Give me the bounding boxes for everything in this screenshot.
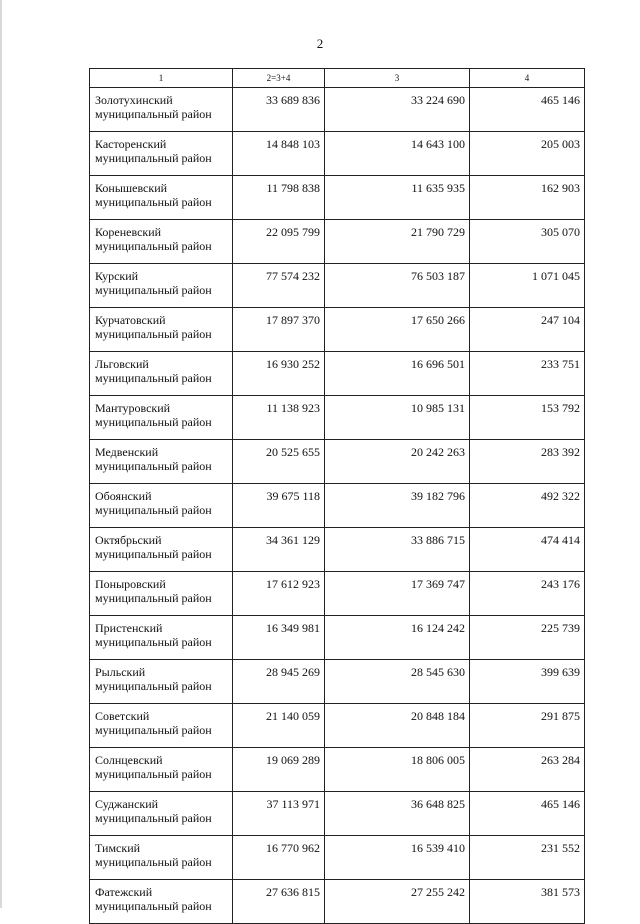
district-name: Поныровский xyxy=(95,577,166,591)
district-name-cell xyxy=(90,176,233,220)
col4-value: 1 071 045 xyxy=(470,264,585,308)
district-name: Советский xyxy=(95,709,150,723)
district-type: муниципальный район xyxy=(95,679,212,693)
district-name: Суджанский xyxy=(95,797,159,811)
district-name: Конышевский xyxy=(95,181,168,195)
district-type: муниципальный район xyxy=(95,415,212,429)
total-value: 20 525 655 xyxy=(233,440,325,484)
district-name: Золотухинский xyxy=(95,93,173,107)
table-row xyxy=(90,176,585,220)
header-col-4: 4 xyxy=(470,69,585,88)
district-name-cell xyxy=(90,132,233,176)
district-name: Тимский xyxy=(95,841,141,855)
total-value: 34 361 129 xyxy=(233,528,325,572)
table-row xyxy=(90,880,585,924)
district-type: муниципальный район xyxy=(95,459,212,473)
col4-value: 465 146 xyxy=(470,792,585,836)
col3-value: 14 643 100 xyxy=(325,132,470,176)
total-value: 11 798 838 xyxy=(233,176,325,220)
district-type: муниципальный район xyxy=(95,239,212,253)
district-name-cell xyxy=(90,528,233,572)
district-type: муниципальный район xyxy=(95,811,212,825)
col3-value: 16 124 242 xyxy=(325,616,470,660)
scan-edge xyxy=(0,0,2,908)
col4-value: 233 751 xyxy=(470,352,585,396)
total-value: 33 689 836 xyxy=(233,88,325,132)
col3-value: 17 369 747 xyxy=(325,572,470,616)
table-row xyxy=(90,616,585,660)
district-type: муниципальный район xyxy=(95,371,212,385)
district-name: Пристенский xyxy=(95,621,163,635)
col3-value: 16 696 501 xyxy=(325,352,470,396)
district-name: Медвенский xyxy=(95,445,159,459)
page-number: 2 xyxy=(316,36,324,51)
col4-value: 243 176 xyxy=(470,572,585,616)
total-value: 17 612 923 xyxy=(233,572,325,616)
district-type: муниципальный район xyxy=(95,899,212,913)
col3-value: 17 650 266 xyxy=(325,308,470,352)
total-value: 21 140 059 xyxy=(233,704,325,748)
total-value: 16 930 252 xyxy=(233,352,325,396)
district-name-cell xyxy=(90,484,233,528)
col3-value: 33 886 715 xyxy=(325,528,470,572)
district-name-cell xyxy=(90,704,233,748)
district-name: Рыльский xyxy=(95,665,146,679)
table-row xyxy=(90,836,585,880)
col4-value: 492 322 xyxy=(470,484,585,528)
district-name-cell xyxy=(90,616,233,660)
district-name-cell xyxy=(90,572,233,616)
total-value: 28 945 269 xyxy=(233,660,325,704)
table-row xyxy=(90,792,585,836)
district-type: муниципальный район xyxy=(95,767,212,781)
table-row xyxy=(90,352,585,396)
total-value: 16 770 962 xyxy=(233,836,325,880)
header-row xyxy=(90,69,585,88)
district-type: муниципальный район xyxy=(95,547,212,561)
district-name-cell xyxy=(90,748,233,792)
district-name: Фатежский xyxy=(95,885,153,899)
total-value: 19 069 289 xyxy=(233,748,325,792)
district-name: Обоянский xyxy=(95,489,152,503)
col4-value: 162 903 xyxy=(470,176,585,220)
total-value: 37 113 971 xyxy=(233,792,325,836)
total-value: 27 636 815 xyxy=(233,880,325,924)
district-type: муниципальный район xyxy=(95,591,212,605)
district-name: Курчатовский xyxy=(95,313,166,327)
district-name-cell xyxy=(90,308,233,352)
table-row xyxy=(90,660,585,704)
total-value: 77 574 232 xyxy=(233,264,325,308)
col3-value: 39 182 796 xyxy=(325,484,470,528)
total-value: 39 675 118 xyxy=(233,484,325,528)
col3-value: 28 545 630 xyxy=(325,660,470,704)
district-type: муниципальный район xyxy=(95,723,212,737)
district-name: Льговский xyxy=(95,357,149,371)
col4-value: 474 414 xyxy=(470,528,585,572)
district-name: Солнцевский xyxy=(95,753,163,767)
col3-value: 76 503 187 xyxy=(325,264,470,308)
header-col-1: 1 xyxy=(90,69,233,88)
col4-value: 247 104 xyxy=(470,308,585,352)
header-col-total: 2=3+4 xyxy=(233,69,325,88)
col3-value: 20 242 263 xyxy=(325,440,470,484)
district-type: муниципальный район xyxy=(95,151,212,165)
district-type: муниципальный район xyxy=(95,283,212,297)
col4-value: 381 573 xyxy=(470,880,585,924)
col4-value: 231 552 xyxy=(470,836,585,880)
total-value: 22 095 799 xyxy=(233,220,325,264)
district-name-cell xyxy=(90,264,233,308)
table-row xyxy=(90,308,585,352)
total-value: 14 848 103 xyxy=(233,132,325,176)
col3-value: 18 806 005 xyxy=(325,748,470,792)
table-row xyxy=(90,704,585,748)
table-row xyxy=(90,484,585,528)
district-type: муниципальный район xyxy=(95,503,212,517)
table-header xyxy=(90,69,585,88)
col3-value: 21 790 729 xyxy=(325,220,470,264)
district-name-cell xyxy=(90,352,233,396)
table-row xyxy=(90,440,585,484)
district-name-cell xyxy=(90,660,233,704)
col3-value: 16 539 410 xyxy=(325,836,470,880)
col4-value: 399 639 xyxy=(470,660,585,704)
total-value: 16 349 981 xyxy=(233,616,325,660)
header-col-3: 3 xyxy=(325,69,470,88)
district-type: муниципальный район xyxy=(95,107,212,121)
col4-value: 305 070 xyxy=(470,220,585,264)
col3-value: 11 635 935 xyxy=(325,176,470,220)
total-value: 11 138 923 xyxy=(233,396,325,440)
table-row xyxy=(90,220,585,264)
district-name-cell xyxy=(90,440,233,484)
col4-value: 465 146 xyxy=(470,88,585,132)
district-type: муниципальный район xyxy=(95,855,212,869)
col3-value: 27 255 242 xyxy=(325,880,470,924)
col3-value: 10 985 131 xyxy=(325,396,470,440)
district-name: Мантуровский xyxy=(95,401,171,415)
district-name-cell xyxy=(90,880,233,924)
table-row xyxy=(90,132,585,176)
col4-value: 263 284 xyxy=(470,748,585,792)
total-value: 17 897 370 xyxy=(233,308,325,352)
district-type: муниципальный район xyxy=(95,635,212,649)
district-name: Курский xyxy=(95,269,139,283)
col3-value: 20 848 184 xyxy=(325,704,470,748)
district-name-cell xyxy=(90,836,233,880)
table-body xyxy=(90,88,585,924)
district-name-cell xyxy=(90,396,233,440)
district-name-cell xyxy=(90,88,233,132)
col3-value: 33 224 690 xyxy=(325,88,470,132)
district-name: Октябрьский xyxy=(95,533,162,547)
district-type: муниципальный район xyxy=(95,327,212,341)
table-row xyxy=(90,88,585,132)
col3-value: 36 648 825 xyxy=(325,792,470,836)
district-name-cell xyxy=(90,220,233,264)
district-type: муниципальный район xyxy=(95,195,212,209)
district-name: Касторенский xyxy=(95,137,167,151)
col4-value: 225 739 xyxy=(470,616,585,660)
table-row xyxy=(90,748,585,792)
table-row xyxy=(90,572,585,616)
col4-value: 153 792 xyxy=(470,396,585,440)
col4-value: 205 003 xyxy=(470,132,585,176)
table-row xyxy=(90,264,585,308)
col4-value: 291 875 xyxy=(470,704,585,748)
table-row xyxy=(90,528,585,572)
district-name-cell xyxy=(90,792,233,836)
budget-table xyxy=(89,68,585,924)
col4-value: 283 392 xyxy=(470,440,585,484)
district-name: Кореневский xyxy=(95,225,162,239)
table-row xyxy=(90,396,585,440)
